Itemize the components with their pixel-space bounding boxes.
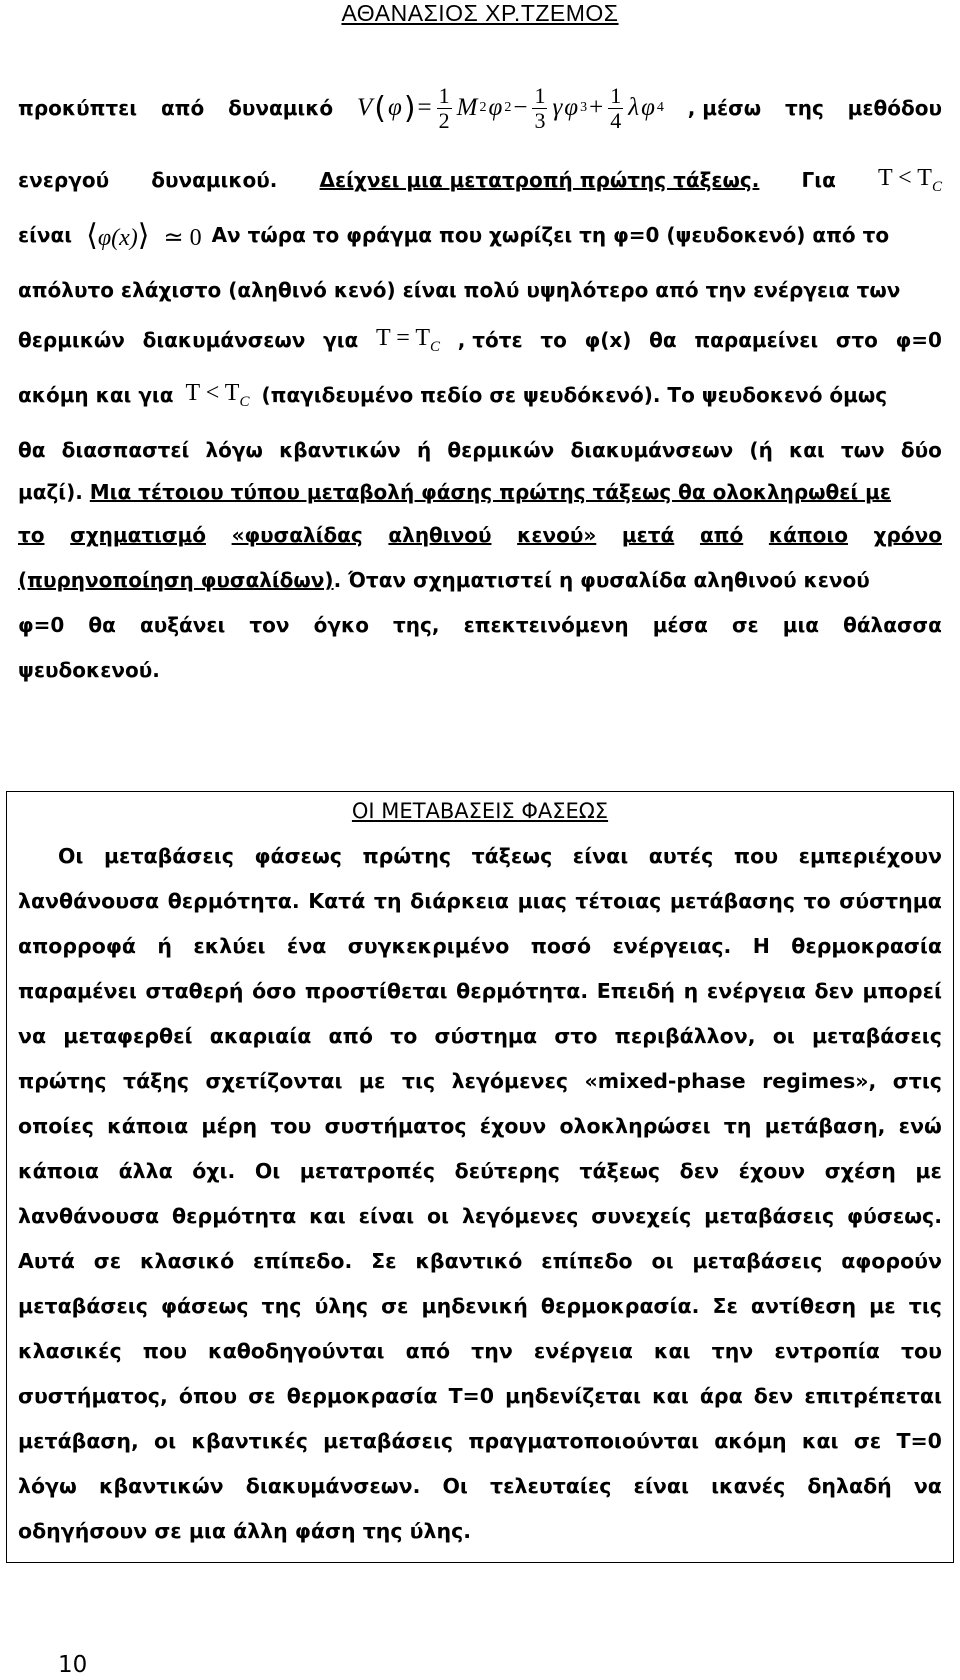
body-line-11: φ=0 θα αυξάνει τον όγκο της, επεκτεινόμενη μέσα σε μια θάλασσα — [18, 613, 942, 637]
body-line-1 — [18, 82, 942, 133]
underlined-phrase: Μια τέτοιου τύπου μεταβολή φάσης πρώτης τάξεως θα ολοκληρωθεί με — [89, 480, 892, 504]
box-line: λόγω κβαντικών διακυμάνσεων. Οι τελευταίες είναι ικανές δηλαδή να — [18, 1474, 942, 1498]
word: από — [160, 96, 205, 120]
page-header: ΑΘΑΝΑΣΙΟΣ ΧΡ.ΤΖΕΜΟΣ — [341, 0, 619, 26]
word: μεθόδου — [847, 96, 942, 120]
page-number: 10 — [58, 1652, 88, 1678]
math-inline: $T < T_C$ — [185, 379, 250, 410]
box-line: λανθάνουσα θερμότητα. Κατά τη διάρκεια μιας τέτοιας μετάβασης το σύστημα — [18, 889, 942, 913]
potential-formula: V ( φ ) = $\frac{1}{2}$ M 2 φ 2 − $\frac{1}{3}$ γ φ 3 + $\frac{1}{4}$ λ φ 4 — [356, 82, 664, 133]
box-line: οδηγήσουν σε μια άλλη φάση της ύλης. — [18, 1519, 472, 1543]
math-inline: $T = T_C$ — [375, 324, 440, 355]
box-line: απορροφά ή εκλύει ένα συγκεκριμένο ποσό ενέργειας. Η θερμοκρασία — [18, 934, 942, 958]
body-line-5: θερμικών διακυμάνσεων για $T = T_C$ , τότε το φ(x) θα παραμείνει στο φ=0 — [18, 324, 942, 355]
underlined-phrase: (πυρηνοποίηση φυσαλίδων) — [18, 568, 334, 592]
underlined-phrase: Δείχνει μια μετατροπή πρώτης τάξεως. — [319, 168, 760, 192]
word: δυναμικό — [228, 96, 334, 120]
body-line-2: ενεργού δυναμικού. Δείχνει μια μετατροπή πρώτης τάξεως. Για $T < T_C$ — [18, 164, 942, 195]
word: προκύπτει — [18, 96, 138, 120]
body-line-7: θα διασπαστεί λόγω κβαντικών ή θερμικών διακυμάνσεων (ή και των δύο — [18, 438, 942, 462]
box-line: κάποια άλλα όχι. Οι μετατροπές δεύτερης τάξεως δεν έχουν σχέση με — [18, 1159, 942, 1183]
body-line-3: είναι ⟨φ(x)⟩ ≃ 0 Αν τώρα το φράγμα που χωρίζει τη φ=0 (ψευδοκενό) από το — [18, 217, 890, 253]
box-line: συστήματος, όπου σε θερμοκρασία T=0 μηδενίζεται και άρα δεν επιτρέπεται — [18, 1384, 942, 1408]
box-line: Οι μεταβάσεις φάσεως πρώτης τάξεως είναι αυτές που εμπεριέχουν — [58, 844, 942, 868]
word: , μέσω — [687, 96, 762, 120]
box-line: Αυτά σε κλασικό επίπεδο. Σε κβαντικό επίπεδο οι μεταβάσεις αφορούν — [18, 1249, 942, 1273]
box-line: μετάβαση, οι κβαντικές μεταβάσεις πραγματοποιούνται ακόμη και σε T=0 — [18, 1429, 942, 1453]
math-inline: $T < T_C$ — [877, 164, 942, 195]
body-line-9: το σχηματισμό «φυσαλίδας αληθινού κενού» μετά από κάποιο χρόνο — [18, 523, 942, 547]
box-line: να μεταφερθεί ακαριαία από το σύστημα στο περιβάλλον, οι μεταβάσεις — [18, 1024, 942, 1048]
box-line: λανθάνουσα θερμότητα και είναι οι λεγόμενες συνεχείς μεταβάσεις φύσεως. — [18, 1204, 942, 1228]
body-line-4: απόλυτο ελάχιστο (αληθινό κενό) είναι πολύ υψηλότερο από την ενέργεια των — [18, 278, 901, 302]
body-line-6: ακόμη και για $T < T_C$ (παγιδευμένο πεδίο σε ψευδόκενό). Το ψευδοκενό όμως — [18, 379, 888, 410]
body-line-8: μαζί). Μια τέτοιου τύπου μεταβολή φάσης πρώτης τάξεως θα ολοκληρωθεί με — [18, 480, 892, 504]
box-line: κλασικές που καθοδηγούνται από την ενέργεια και την εντροπία του — [18, 1339, 942, 1363]
word: της — [784, 96, 824, 120]
box-line: πρώτης τάξης σχετίζονται με τις λεγόμενες «mixed-phase regimes», στις — [18, 1069, 942, 1093]
box-title: ΟΙ ΜΕΤΑΒΑΣΕΙΣ ΦΑΣΕΩΣ — [351, 799, 609, 823]
box-line: οποίες κάποια μέρη του συστήματος έχουν ολοκληρώσει τη μετάβαση, ενώ — [18, 1114, 942, 1138]
body-line-10: (πυρηνοποίηση φυσαλίδων) . Όταν σχηματιστεί η φυσαλίδα αληθινού κενού — [18, 568, 870, 592]
box-line: παραμένει σταθερή όσο προστίθεται θερμότητα. Επειδή η ενέργεια δεν μπορεί — [18, 979, 942, 1003]
body-line-12: ψευδοκενού. — [18, 658, 160, 682]
math-expectation: ⟨φ(x)⟩ ≃ 0 — [86, 217, 202, 253]
box-line: μεταβάσεις φάσεως της ύλης σε μηδενική θερμοκρασία. Σε αντίθεση με τις — [18, 1294, 942, 1318]
